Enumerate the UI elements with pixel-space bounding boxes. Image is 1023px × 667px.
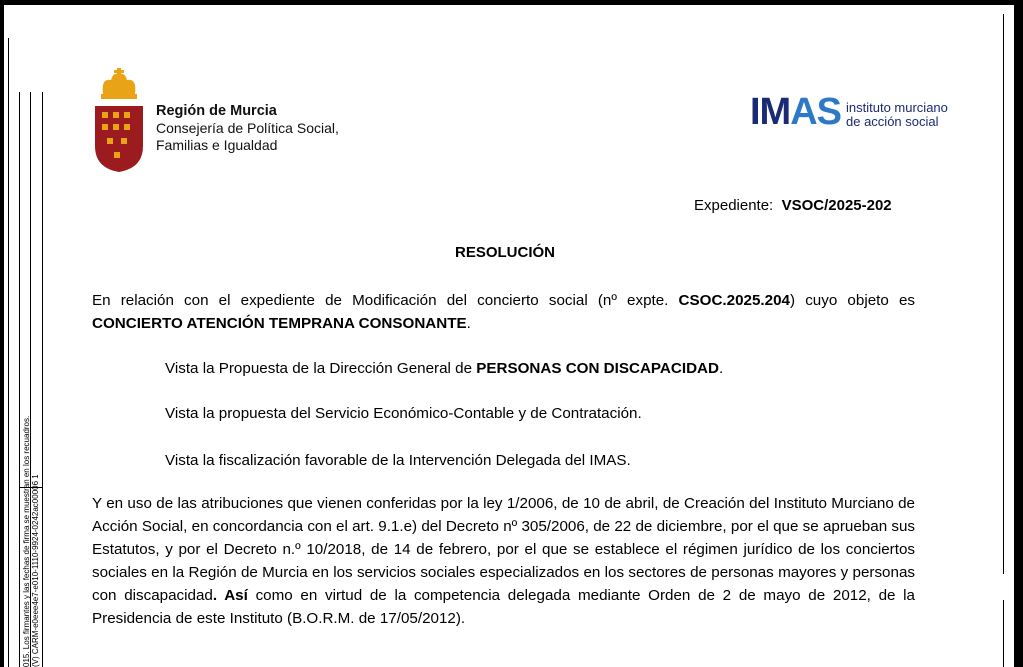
paragraph-vista-servicio: Vista la propuesta del Servicio Económico-Contable y de Contratación.: [165, 405, 642, 422]
expediente-value: VSOC/2025-202: [781, 197, 892, 214]
p1-text-3: .: [466, 315, 471, 332]
imas-sub-line-2: de acción social: [846, 114, 939, 129]
p5-text-2: como en virtud de la competencia delegada mediante Orden de 2 de mayo de 2012, de la Presidencia de este Instituto (B.O.R.M. de 17/05/2012).: [92, 587, 915, 627]
p2-bold-1: PERSONAS CON DISCAPACIDAD: [476, 360, 719, 377]
margin-signature-text: [22, 416, 40, 667]
p5-text-1: Y en uso de las atribuciones que vienen conferidas por la ley 1/2006, de 10 de abril, de Creación del Instituto Murciano de Acción Social, en concordancia con el art. 9.1.e) del Decreto nº 305/2006, de 22 de diciembre, por el que se aprueban sus Estatutos, y por el Decreto n.º 10/2018, de 14 de febrero, por el que se establece el régimen jurídico de los conciertos sociales en la Región de Murcia en los servicios sociales especializados en los sectores de personas mayores y personas con discapacidad: [92, 495, 915, 604]
expediente-label: Expediente:: [694, 197, 774, 214]
murcia-coat-of-arms-icon: [93, 68, 145, 172]
imas-logo-as: AS: [790, 91, 842, 133]
p1-text-1: En relación con el expediente de Modificación del concierto social (nº expte.: [92, 292, 679, 309]
page-border-right: [1014, 0, 1023, 667]
page-inner-right-line-lower: [1003, 600, 1004, 667]
region-name: Región de Murcia: [156, 103, 277, 119]
imas-sub-line-1: instituto murciano: [846, 100, 948, 115]
region-institution-text: [156, 103, 339, 154]
consejeria-line-1: Consejería de Política Social,: [156, 120, 339, 136]
page-border-top: [0, 0, 1023, 5]
document-title: RESOLUCIÓN: [455, 244, 556, 261]
p1-text-2: ) cuyo objeto es: [790, 292, 915, 309]
page-border-left: [0, 0, 4, 667]
p1-bold-2: CONCIERTO ATENCIÓN TEMPRANA CONSONANTE: [92, 315, 467, 332]
paragraph-atribuciones: [92, 492, 915, 630]
imas-logo-im: IM: [750, 91, 791, 133]
p1-bold-1: CSOC.2025.204: [678, 292, 790, 309]
imas-logo: [750, 92, 841, 132]
page-border-left-inner: [8, 38, 9, 667]
imas-subtitle: [846, 101, 948, 129]
page-inner-right-line: [1003, 14, 1004, 574]
p5-bold-1: . Así: [212, 587, 248, 604]
p2-text-1: Vista la Propuesta de la Dirección General de: [165, 360, 477, 377]
expediente-line: [694, 197, 892, 214]
consejeria-line-2: Familias e Igualdad: [156, 137, 278, 153]
paragraph-vista-fiscalizacion: Vista la fiscalización favorable de la Intervención Delegada del IMAS.: [165, 452, 631, 469]
paragraph-expediente-object: [92, 289, 915, 335]
paragraph-vista-propuesta-dg: [165, 357, 723, 380]
margin-line-2: (V) CARM-e0eee4e7-e010-1110-9924-0242ac00006 1: [31, 474, 40, 667]
margin-line-1: 015. Los firmantes y las fechas de firma se muestran en los recuadros.: [22, 415, 31, 667]
p2-text-2: .: [719, 360, 724, 377]
